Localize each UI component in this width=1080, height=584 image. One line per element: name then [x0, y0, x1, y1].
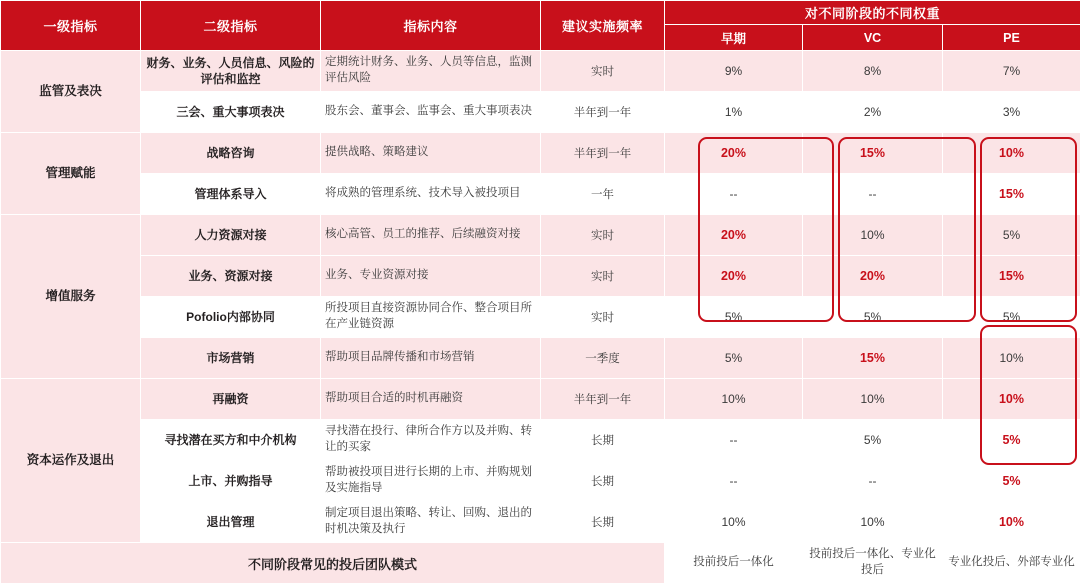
weight-early: -- [665, 174, 803, 215]
indicator-label: 退出管理 [141, 502, 321, 543]
indicator-label: 三会、重大事项表决 [141, 92, 321, 133]
weight-pe: 7% [943, 51, 1080, 92]
table-row [1, 297, 1080, 338]
weight-vc: 5% [803, 297, 943, 338]
weight-vc: 5% [803, 420, 943, 461]
weight-vc: 10% [803, 502, 943, 543]
indicator-frequency: 一季度 [541, 338, 665, 379]
indicator-label: 寻找潜在买方和中介机构 [141, 420, 321, 461]
weight-vc: -- [803, 461, 943, 502]
weight-early: -- [665, 461, 803, 502]
indicator-content: 所投项目直接资源协同合作、整合项目所在产业链资源 [321, 297, 541, 338]
weight-vc: 10% [803, 379, 943, 420]
indicator-frequency: 长期 [541, 420, 665, 461]
indicator-content: 核心高管、员工的推荐、后续融资对接 [321, 215, 541, 256]
table-header-row-1 [1, 1, 1080, 25]
weight-pe: 5% [943, 461, 1080, 502]
table-row [1, 256, 1080, 297]
indicator-content: 寻找潜在投行、律所合作方以及并购、转让的买家 [321, 420, 541, 461]
indicator-frequency: 实时 [541, 297, 665, 338]
weight-early: 20% [665, 133, 803, 174]
weight-early: 1% [665, 92, 803, 133]
table-row [1, 420, 1080, 461]
weight-vc: 15% [803, 133, 943, 174]
weight-early: 20% [665, 215, 803, 256]
table-row [1, 51, 1080, 92]
weight-pe: 3% [943, 92, 1080, 133]
weight-early: 9% [665, 51, 803, 92]
weight-vc: -- [803, 174, 943, 215]
header-frequency: 建议实施频率 [541, 1, 665, 51]
footer-pe: 专业化投后、外部专业化 [943, 543, 1080, 584]
indicator-frequency: 实时 [541, 256, 665, 297]
indicator-content: 帮助被投项目进行长期的上市、并购规划及实施指导 [321, 461, 541, 502]
indicator-content: 帮助项目合适的时机再融资 [321, 379, 541, 420]
indicator-frequency: 长期 [541, 502, 665, 543]
weight-pe: 15% [943, 174, 1080, 215]
header-stage-pe: PE [943, 25, 1080, 51]
weight-early: 10% [665, 502, 803, 543]
table-row [1, 133, 1080, 174]
weight-vc: 8% [803, 51, 943, 92]
table-body [1, 51, 1080, 584]
weight-pe: 5% [943, 297, 1080, 338]
indicator-frequency: 半年到一年 [541, 379, 665, 420]
footer-vc: 投前投后一体化、专业化投后 [803, 543, 943, 584]
indicator-label: 人力资源对接 [141, 215, 321, 256]
indicator-label: 战略咨询 [141, 133, 321, 174]
table-row [1, 379, 1080, 420]
indicator-label: 上市、并购指导 [141, 461, 321, 502]
weight-pe: 10% [943, 133, 1080, 174]
group-label-value-added: 增值服务 [1, 215, 141, 379]
indicator-frequency: 半年到一年 [541, 133, 665, 174]
weight-pe: 5% [943, 420, 1080, 461]
weight-pe: 15% [943, 256, 1080, 297]
indicator-content: 帮助项目品牌传播和市场营销 [321, 338, 541, 379]
weight-early: 20% [665, 256, 803, 297]
weight-early: 5% [665, 297, 803, 338]
weight-vc: 2% [803, 92, 943, 133]
weight-vc: 15% [803, 338, 943, 379]
weight-early: 5% [665, 338, 803, 379]
table-row [1, 338, 1080, 379]
table-footer-row [1, 543, 1080, 584]
table-row [1, 461, 1080, 502]
indicator-content: 制定项目退出策略、转让、回购、退出的时机决策及执行 [321, 502, 541, 543]
header-stage-vc: VC [803, 25, 943, 51]
weight-early: -- [665, 420, 803, 461]
group-label-management: 管理赋能 [1, 133, 141, 215]
indicator-frequency: 半年到一年 [541, 92, 665, 133]
header-level1: 一级指标 [1, 1, 141, 51]
indicator-frequency: 实时 [541, 215, 665, 256]
indicator-label: 业务、资源对接 [141, 256, 321, 297]
weight-early: 10% [665, 379, 803, 420]
weight-pe: 10% [943, 379, 1080, 420]
weight-pe: 10% [943, 338, 1080, 379]
table-row [1, 215, 1080, 256]
indicator-frequency: 一年 [541, 174, 665, 215]
table-row [1, 502, 1080, 543]
header-stage-early: 早期 [665, 25, 803, 51]
group-label-capital-exit: 资本运作及退出 [1, 379, 141, 543]
indicator-label: 再融资 [141, 379, 321, 420]
weight-vc: 10% [803, 215, 943, 256]
indicator-content: 提供战略、策略建议 [321, 133, 541, 174]
header-weights-group: 对不同阶段的不同权重 [665, 1, 1080, 25]
group-label-supervision: 监管及表决 [1, 51, 141, 133]
table-row [1, 92, 1080, 133]
footer-label: 不同阶段常见的投后团队模式 [1, 543, 665, 584]
footer-early: 投前投后一体化 [665, 543, 803, 584]
indicator-content: 将成熟的管理系统、技术导入被投项目 [321, 174, 541, 215]
indicator-content: 股东会、董事会、监事会、重大事项表决 [321, 92, 541, 133]
table-row [1, 174, 1080, 215]
indicator-label: Pofolio内部协同 [141, 297, 321, 338]
indicator-label: 管理体系导入 [141, 174, 321, 215]
indicator-content: 定期统计财务、业务、人员等信息，监测评估风险 [321, 51, 541, 92]
weight-pe: 5% [943, 215, 1080, 256]
header-content: 指标内容 [321, 1, 541, 51]
weight-vc: 20% [803, 256, 943, 297]
header-level2: 二级指标 [141, 1, 321, 51]
indicator-frequency: 实时 [541, 51, 665, 92]
indicator-frequency: 长期 [541, 461, 665, 502]
indicator-label: 市场营销 [141, 338, 321, 379]
indicator-label: 财务、业务、人员信息、风险的评估和监控 [141, 51, 321, 92]
indicator-content: 业务、专业资源对接 [321, 256, 541, 297]
weight-pe: 10% [943, 502, 1080, 543]
